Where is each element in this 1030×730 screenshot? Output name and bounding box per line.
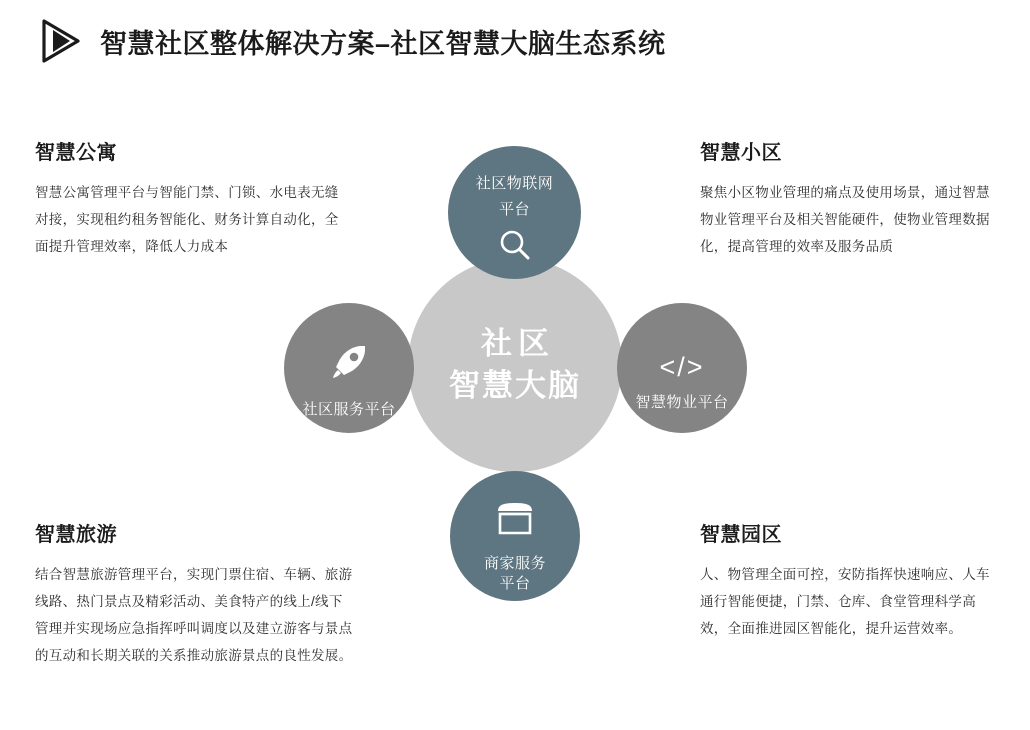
storefront-icon [493, 501, 537, 544]
block-community-title: 智慧小区 [700, 142, 782, 164]
hub-label-line2: 智慧大脑 [449, 368, 581, 403]
block-smart-apartment [35, 136, 345, 260]
node-property-label: 智慧物业平台 [635, 394, 729, 412]
block-park-body: 人、物管理全面可控，安防指挥快速响应、人车通行智能便捷，门禁、仓库、食堂管理科学高效，全面推进园区智能化，提升运营效率。 [700, 567, 990, 636]
block-smart-community [700, 136, 1000, 260]
node-iot-platform[interactable] [448, 146, 581, 279]
center-hub [408, 258, 622, 472]
node-smart-property-platform[interactable] [617, 303, 747, 433]
block-park-title: 智慧园区 [700, 524, 782, 546]
block-travel-body: 结合智慧旅游管理平台，实现门票住宿、车辆、旅游线路、热门景点及精彩活动、美食特产的线上/线下管理并实现场应急指挥呼叫调度以及建立游客与景点的互动和长期关联的关系推动旅游景点的良性发展。 [35, 567, 353, 663]
hub-label-line1: 社区 [481, 326, 555, 362]
node-iot-label-line2: 平台 [498, 201, 530, 219]
play-triangle-logo-icon [40, 18, 84, 64]
block-travel-title: 智慧旅游 [35, 524, 117, 546]
block-apartment-body: 智慧公寓管理平台与智能门禁、门锁、水电表无缝对接，实现租约租务智能化、财务计算自动化，全面提升管理效率，降低人力成本 [35, 185, 339, 254]
node-service-label: 社区服务平台 [302, 401, 396, 419]
node-merchant-label-line1: 商家服务 [483, 555, 546, 573]
node-community-service-platform[interactable] [284, 303, 414, 433]
block-smart-park [700, 518, 1000, 642]
block-community-body: 聚焦小区物业管理的痛点及使用场景，通过智慧物业管理平台及相关智能硬件，使物业管理数据化，提高管理的效率及服务品质 [700, 185, 990, 254]
search-magnifier-icon [495, 226, 535, 273]
header [40, 18, 666, 64]
node-merchant-service-platform[interactable] [450, 471, 580, 601]
rocket-icon [327, 340, 371, 391]
block-smart-travel [35, 518, 355, 669]
code-brackets-icon: </> [659, 351, 705, 382]
block-apartment-title: 智慧公寓 [35, 142, 117, 164]
page-title: 智慧社区整体解决方案–社区智慧大脑生态系统 [100, 28, 666, 59]
node-iot-label-line1: 社区物联网 [475, 174, 554, 192]
node-merchant-label-line2: 平台 [499, 575, 531, 593]
